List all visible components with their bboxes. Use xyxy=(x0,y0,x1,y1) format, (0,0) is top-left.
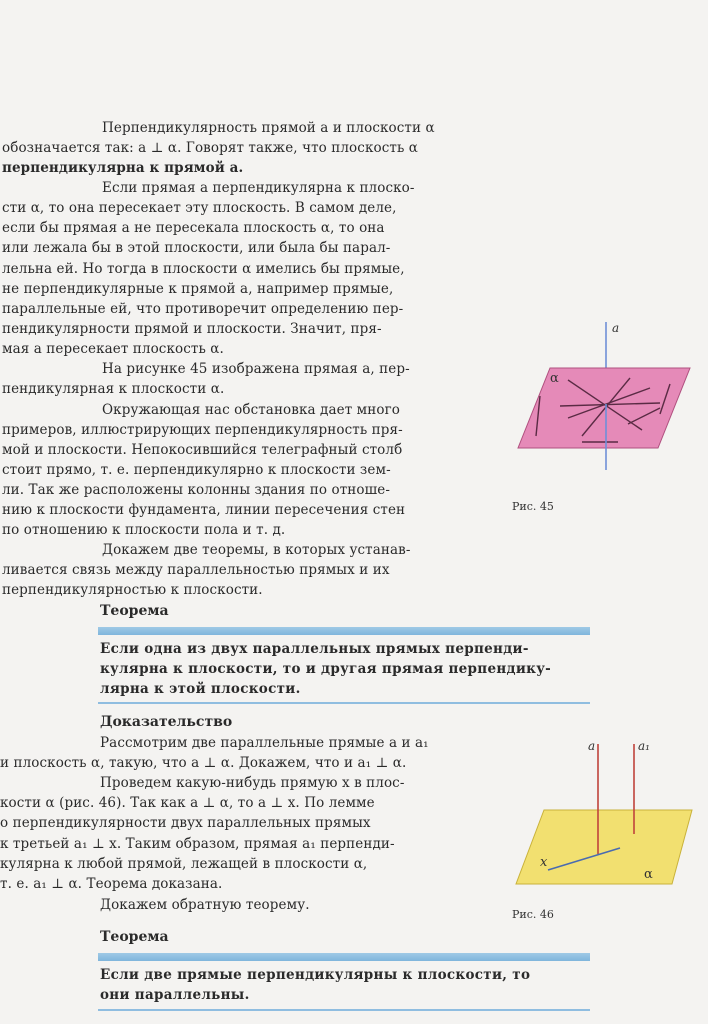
text-line: обозначается так: a ⊥ α. Говорят также, что плоскость α xyxy=(2,140,418,156)
label-a1: a₁ xyxy=(638,739,650,753)
text-line: перпендикулярна к прямой a. xyxy=(2,160,244,176)
plane-alpha xyxy=(516,810,692,884)
theorem-line: кулярна к плоскости, то и другая прямая перпендику- xyxy=(100,661,552,677)
text-line: к третьей a₁ ⊥ x. Таким образом, прямая a₁ перпенди- xyxy=(0,836,395,852)
proof-heading: Доказательство xyxy=(100,714,233,730)
text-line: Рассмотрим две параллельные прямые a и a₁ xyxy=(100,735,429,751)
label-x: x xyxy=(540,855,548,870)
theorem-heading: Теорема xyxy=(100,603,169,619)
theorem-line: они параллельны. xyxy=(100,987,250,1003)
label-alpha: α xyxy=(550,371,559,386)
text-line: нию к плоскости фундамента, линии пересечения стен xyxy=(2,502,406,518)
text-line: мая a пересекает плоскость α. xyxy=(2,341,224,357)
text-line: ливается связь между параллельностью прямых и их xyxy=(2,562,390,578)
text-line: лельна ей. Но тогда в плоскости α имелись бы прямые, xyxy=(2,261,405,277)
figure-45 xyxy=(510,318,695,473)
theorem-line: Если одна из двух параллельных прямых перпенди- xyxy=(100,641,529,657)
theorem-line: Если две прямые перпендикулярны к плоскости, то xyxy=(100,967,531,983)
text-line: Окружающая нас обстановка дает много xyxy=(102,402,400,418)
theorem-divider xyxy=(98,702,590,704)
text-line: мой и плоскости. Непокосившийся телеграфный столб xyxy=(2,442,403,458)
text-line: примеров, иллюстрирующих перпендикулярность пря- xyxy=(2,422,403,438)
theorem-bar xyxy=(98,627,590,635)
text-line: по отношению к плоскости пола и т. д. xyxy=(2,522,286,538)
text-line: На рисунке 45 изображена прямая a, пер- xyxy=(102,361,410,377)
theorem-bar xyxy=(98,953,590,961)
theorem-divider xyxy=(98,1009,590,1011)
text-line: Проведем какую-нибудь прямую x в плос- xyxy=(100,775,405,791)
figure-caption: Рис. 45 xyxy=(512,500,554,513)
text-line: кости α (рис. 46). Так как a ⊥ α, то a ⊥ x. По лемме xyxy=(0,795,375,811)
theorem-heading: Теорема xyxy=(100,929,169,945)
label-a: a xyxy=(588,739,596,753)
figure-caption: Рис. 46 xyxy=(512,908,554,921)
label-a: a xyxy=(612,321,620,335)
label-alpha: α xyxy=(644,867,653,882)
text-line: Докажем две теоремы, в которых устанав- xyxy=(102,542,411,558)
text-line: кулярна к любой прямой, лежащей в плоскости α, xyxy=(0,856,368,872)
text-line: не перпендикулярные к прямой a, например прямые, xyxy=(2,281,394,297)
text-line: пендикулярная к плоскости α. xyxy=(2,381,225,397)
text-line: перпендикулярностью к плоскости. xyxy=(2,582,263,598)
text-line: Если прямая a перпендикулярна к плоско- xyxy=(102,180,415,196)
text-line: ли. Так же расположены колонны здания по отноше- xyxy=(2,482,391,498)
text-line: пендикулярности прямой и плоскости. Значит, пря- xyxy=(2,321,382,337)
text-line: стоит прямо, т. е. перпендикулярно к плоскости зем- xyxy=(2,462,391,478)
text-line: т. е. a₁ ⊥ α. Теорема доказана. xyxy=(0,876,223,892)
text-line: и плоскость α, такую, что a ⊥ α. Докажем, что и a₁ ⊥ α. xyxy=(0,755,407,771)
figure-46 xyxy=(510,736,695,888)
text-line: сти α, то она пересекает эту плоскость. В самом деле, xyxy=(2,200,397,216)
theorem-line: лярна к этой плоскости. xyxy=(100,681,301,697)
text-line: параллельные ей, что противоречит определению пер- xyxy=(2,301,404,317)
text-line: или лежала бы в этой плоскости, или была бы парал- xyxy=(2,240,391,256)
text-line: Докажем обратную теорему. xyxy=(100,897,310,913)
plane-alpha xyxy=(518,368,690,448)
text-line: если бы прямая a не пересекала плоскость α, то она xyxy=(2,220,385,236)
text-line: Перпендикулярность прямой a и плоскости α xyxy=(102,120,435,136)
text-line: о перпендикулярности двух параллельных прямых xyxy=(0,815,371,831)
